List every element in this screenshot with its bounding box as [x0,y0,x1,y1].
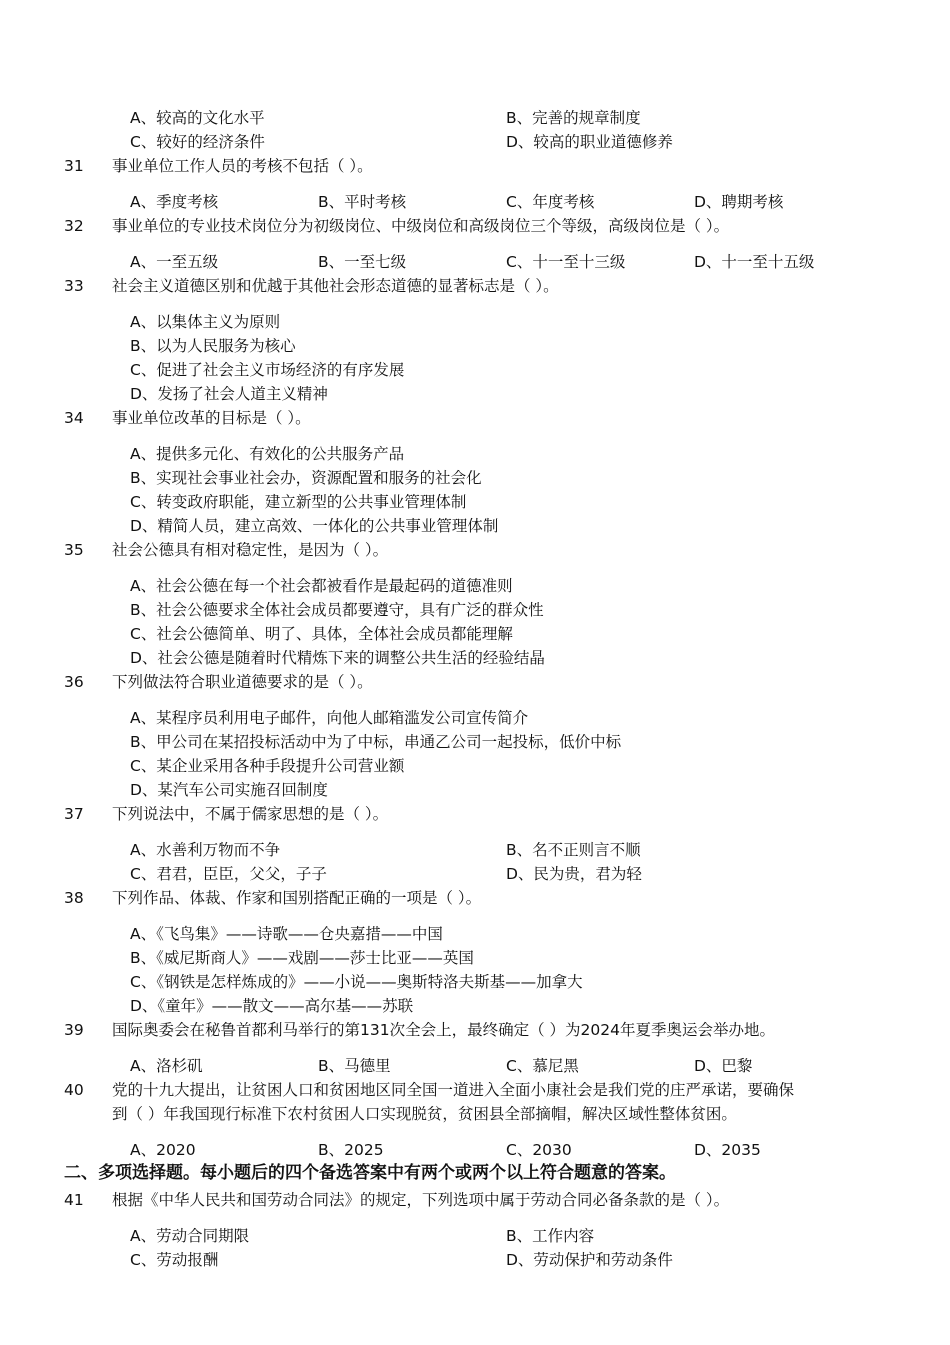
question-number: 36 [64,673,84,691]
option-a: A、以集体主义为原则 [130,313,281,331]
option-d: D、精简人员，建立高效、一体化的公共事业管理体制 [130,517,499,535]
question-text: 事业单位的专业技术岗位分为初级岗位、中级岗位和高级岗位三个等级，高级岗位是（ ）。 [112,217,730,235]
option-a: A、提供多元化、有效化的公共服务产品 [130,445,405,463]
question-text-line-2: 到（ ）年我国现行标准下农村贫困人口实现脱贫，贫困县全部摘帽，解决区域性整体贫困。 [112,1105,737,1123]
option-c: C、某企业采用各种手段提升公司营业额 [130,757,405,775]
question-text: 根据《中华人民共和国劳动合同法》的规定，下列选项中属于劳动合同必备条款的是（ ）。 [112,1191,730,1209]
option-b: B、一至七级 [318,253,407,271]
question-number: 37 [64,805,84,823]
option-c: C、2030 [506,1141,572,1159]
option-c: C、促进了社会主义市场经济的有序发展 [130,361,405,379]
question-number: 35 [64,541,84,559]
option-b: B、2025 [318,1141,384,1159]
option-b: B、工作内容 [506,1227,595,1245]
option-b: B、《威尼斯商人》——戏剧——莎士比亚——英国 [130,949,474,967]
question-text: 国际奥委会在秘鲁首都利马举行的第131次全会上，最终确定（ ）为2024年夏季奥运会举办地。 [112,1021,775,1039]
option-b: B、以为人民服务为核心 [130,337,296,355]
option-c: C、十一至十三级 [506,253,626,271]
option-d: D、聘期考核 [694,193,784,211]
question-number: 31 [64,157,84,175]
option-d: D、劳动保护和劳动条件 [506,1251,673,1269]
option-d: D、《童年》——散文——高尔基——苏联 [130,997,414,1015]
option-b: B、名不正则言不顺 [506,841,641,859]
question-number: 33 [64,277,84,295]
question-text: 社会主义道德区别和优越于其他社会形态道德的显著标志是（ ）。 [112,277,559,295]
question-number: 34 [64,409,84,427]
question-number: 32 [64,217,84,235]
question-text: 下列作品、体裁、作家和国别搭配正确的一项是（ ）。 [112,889,482,907]
option-b: B、甲公司在某招投标活动中为了中标，串通乙公司一起投标，低价中标 [130,733,622,751]
option-c: C、《钢铁是怎样炼成的》——小说——奥斯特洛夫斯基——加拿大 [130,973,583,991]
option-a: A、社会公德在每一个社会都被看作是最起码的道德准则 [130,577,513,595]
question-text: 下列做法符合职业道德要求的是（ ）。 [112,673,373,691]
option-d: D、较高的职业道德修养 [506,133,673,151]
option-c: C、年度考核 [506,193,595,211]
option-a: A、某程序员利用电子邮件，向他人邮箱滥发公司宣传简介 [130,709,529,727]
option-b: B、完善的规章制度 [506,109,641,127]
question-text: 下列说法中，不属于儒家思想的是（ ）。 [112,805,389,823]
option-d: D、某汽车公司实施召回制度 [130,781,328,799]
option-c: C、社会公德简单、明了、具体，全体社会成员都能理解 [130,625,513,643]
question-text: 社会公德具有相对稳定性，是因为（ ）。 [112,541,389,559]
option-d: D、十一至十五级 [694,253,815,271]
option-a: A、洛杉矶 [130,1057,203,1075]
option-a: A、《飞鸟集》——诗歌——仓央嘉措——中国 [130,925,443,943]
option-d: D、发扬了社会人道主义精神 [130,385,328,403]
option-d: D、2035 [694,1141,761,1159]
option-b: B、平时考核 [318,193,407,211]
option-d: D、巴黎 [694,1057,753,1075]
option-a: A、较高的文化水平 [130,109,265,127]
question-number: 41 [64,1191,84,1209]
option-c: C、劳动报酬 [130,1251,219,1269]
option-d: D、民为贵，君为轻 [506,865,642,883]
question-number: 39 [64,1021,84,1039]
question-number: 40 [64,1081,84,1099]
option-a: A、季度考核 [130,193,219,211]
option-c: C、转变政府职能，建立新型的公共事业管理体制 [130,493,467,511]
option-c: C、较好的经济条件 [130,133,265,151]
section-heading: 二、多项选择题。每小题后的四个备选答案中有两个或两个以上符合题意的答案。 [64,1163,676,1183]
option-c: C、君君，臣臣，父父，子子 [130,865,327,883]
question-text: 事业单位改革的目标是（ ）。 [112,409,311,427]
option-a: A、劳动合同期限 [130,1227,250,1245]
option-b: B、实现社会事业社会办，资源配置和服务的社会化 [130,469,482,487]
option-d: D、社会公德是随着时代精炼下来的调整公共生活的经验结晶 [130,649,545,667]
option-a: A、一至五级 [130,253,219,271]
option-c: C、慕尼黑 [506,1057,579,1075]
question-number: 38 [64,889,84,907]
question-text-line-1: 党的十九大提出，让贫困人口和贫困地区同全国一道进入全面小康社会是我们党的庄严承诺，要确保 [112,1081,795,1099]
option-b: B、社会公德要求全体社会成员都要遵守，具有广泛的群众性 [130,601,544,619]
option-a: A、水善利万物而不争 [130,841,281,859]
option-a: A、2020 [130,1141,196,1159]
question-text: 事业单位工作人员的考核不包括（ ）。 [112,157,373,175]
option-b: B、马德里 [318,1057,391,1075]
